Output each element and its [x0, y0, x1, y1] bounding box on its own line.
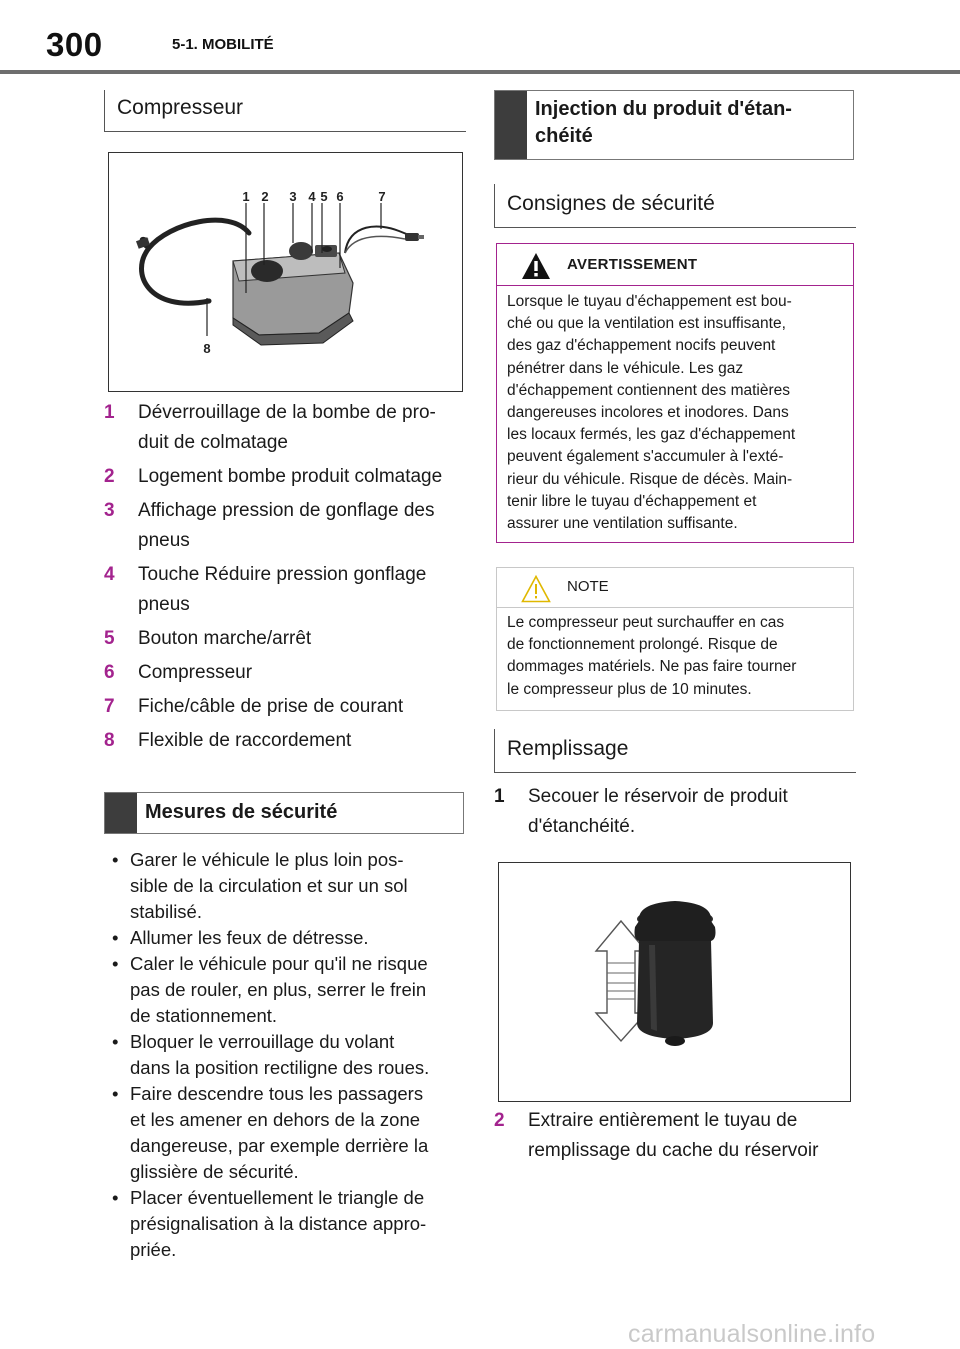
safety-notes-heading-text: Consignes de sécurité [507, 192, 715, 215]
component-number: 4 [104, 564, 115, 585]
component-item [104, 624, 466, 654]
component-label: Déverrouillage de la bombe de pro- duit de colmatage [138, 402, 436, 453]
compressor-heading-text: Compresseur [117, 96, 244, 119]
warning-header [497, 244, 853, 286]
component-item [104, 496, 466, 556]
step-item [494, 782, 856, 842]
shake-bottle-illustration [499, 863, 849, 1100]
component-item [104, 560, 466, 620]
step-text: Secouer le réservoir de produit d'étanchéité. [528, 786, 788, 837]
component-label: Affichage pression de gonflage des pneus [138, 500, 435, 551]
watermark: carmanualsonline.info [628, 1320, 876, 1348]
step-number: 1 [494, 786, 505, 807]
component-number: 1 [104, 402, 115, 423]
injection-heading [494, 90, 854, 160]
svg-text:2: 2 [261, 189, 269, 204]
filling-heading-text: Remplissage [507, 737, 629, 760]
component-number: 7 [104, 696, 115, 717]
component-label: Logement bombe produit colmatage [138, 466, 443, 487]
safety-bullet-item: • Faire descendre tous les passagers et les amener en dehors de la zone dangereuse, par exemple derrière la glissière de sécurité. [104, 1081, 466, 1185]
warning-box [496, 243, 854, 543]
component-number: 3 [104, 500, 115, 521]
sealant-bottle-figure [498, 862, 851, 1102]
svg-text:3: 3 [289, 189, 297, 204]
note-text: Le compresseur peut surchauffer en cas de fonctionnement prolongé. Risque de dommages matériels. Ne pas faire tourner le compresseur plus de 10 minutes. [507, 614, 797, 698]
svg-text:8: 8 [203, 341, 211, 356]
compressor-heading [104, 90, 466, 132]
safety-bullet-item: • Garer le véhicule le plus loin pos- sible de la circulation et sur un sol stabilisé. [104, 847, 466, 925]
step-item [494, 1106, 856, 1166]
component-item [104, 462, 466, 492]
safety-notes-heading [494, 184, 856, 228]
warning-title: AVERTISSEMENT [567, 256, 698, 273]
step-number: 2 [494, 1110, 505, 1131]
component-label: Fiche/câble de prise de courant [138, 696, 404, 717]
component-label: Compresseur [138, 662, 253, 683]
warning-triangle-icon [521, 252, 551, 280]
safety-measures-heading-text: Mesures de sécurité [145, 801, 338, 823]
filling-heading [494, 729, 856, 773]
safety-bullet-item: • Bloquer le verrouillage du volant dans la position rectiligne des roues. [104, 1029, 466, 1081]
component-label: Bouton marche/arrêt [138, 628, 312, 649]
safety-bullet-item: • Caler le véhicule pour qu'il ne risque pas de rouler, en plus, serrer le frein de stationnement. [104, 951, 466, 1029]
svg-text:5: 5 [320, 189, 328, 204]
component-number: 5 [104, 628, 115, 649]
svg-text:6: 6 [336, 189, 344, 204]
warning-text: Lorsque le tuyau d'échappement est bou- ché ou que la ventilation est insuffisante, des gaz d'échappement nocifs peuvent pénétrer dans le véhicule. Les gaz d'échappement contiennent des matières dangereuses incolores et inodores. Dans les locaux fermés, les gaz d'échappement peuvent également s'accumuler à l'exté- rieur du véhicule. Risque de décès. Main- tenir libre le tuyau d'échappement et assurer une ventilation suffisante. [507, 293, 796, 533]
component-label: Flexible de raccordement [138, 730, 352, 751]
component-number: 6 [104, 662, 115, 683]
caution-triangle-icon [521, 575, 551, 603]
component-number: 2 [104, 466, 115, 487]
component-list [104, 398, 466, 760]
component-label: Touche Réduire pression gonflage pneus [138, 564, 427, 615]
component-item [104, 398, 466, 458]
component-number: 8 [104, 730, 115, 751]
compressor-illustration [109, 153, 461, 390]
safety-bullet-list [104, 847, 466, 1263]
svg-text:4: 4 [308, 189, 316, 204]
compressor-figure [108, 152, 463, 392]
component-item [104, 658, 466, 688]
section-reference: 5-1. MOBILITÉ [172, 36, 274, 53]
heading-bar [495, 91, 527, 159]
step-text: Extraire entièrement le tuyau de remplissage du cache du réservoir [528, 1110, 819, 1161]
page-header [0, 0, 960, 76]
note-box [496, 567, 854, 711]
heading-bar [105, 793, 137, 833]
safety-measures-heading [104, 792, 464, 834]
svg-text:1: 1 [242, 189, 250, 204]
note-header [497, 568, 853, 608]
component-item [104, 692, 466, 722]
note-title: NOTE [567, 578, 609, 595]
page-number: 300 [46, 26, 103, 63]
filling-step-2 [494, 1106, 856, 1170]
safety-bullet-item: • Allumer les feux de détresse. [104, 925, 466, 951]
safety-bullet-item: • Placer éventuellement le triangle de présignalisation à la distance appro- priée. [104, 1185, 466, 1263]
svg-text:7: 7 [378, 189, 386, 204]
filling-step-1 [494, 782, 856, 846]
component-item [104, 726, 466, 756]
header-divider [0, 70, 960, 74]
injection-heading-text: Injection du produit d'étan- chéité [535, 98, 792, 147]
